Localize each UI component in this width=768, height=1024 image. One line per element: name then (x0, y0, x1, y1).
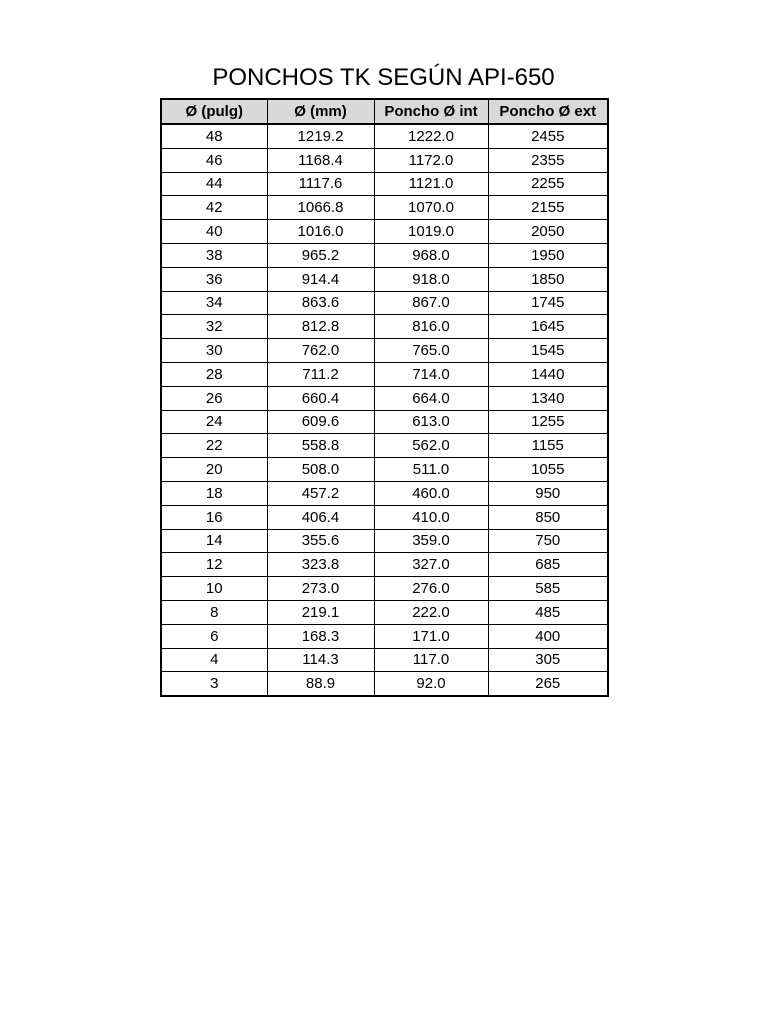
cell-diameter-mm: 323.8 (267, 553, 374, 577)
cell-diameter-mm: 711.2 (267, 362, 374, 386)
cell-diameter-in: 46 (161, 148, 267, 172)
cell-poncho-outer-diameter: 750 (488, 529, 608, 553)
table-row (161, 339, 608, 363)
page-title: PONCHOS TK SEGÚN API-650 (212, 64, 555, 91)
cell-diameter-mm: 914.4 (267, 267, 374, 291)
cell-diameter-in: 8 (161, 600, 267, 624)
cell-poncho-outer-diameter: 585 (488, 577, 608, 601)
cell-poncho-inner-diameter: 511.0 (374, 458, 488, 482)
cell-poncho-outer-diameter: 1340 (488, 386, 608, 410)
cell-diameter-in: 6 (161, 624, 267, 648)
cell-diameter-in: 38 (161, 243, 267, 267)
cell-poncho-inner-diameter: 410.0 (374, 505, 488, 529)
table-body (161, 124, 608, 696)
cell-poncho-outer-diameter: 2255 (488, 172, 608, 196)
cell-diameter-in: 4 (161, 648, 267, 672)
table-row (161, 648, 608, 672)
cell-diameter-in: 24 (161, 410, 267, 434)
cell-poncho-inner-diameter: 327.0 (374, 553, 488, 577)
table-row (161, 267, 608, 291)
cell-diameter-mm: 1117.6 (267, 172, 374, 196)
cell-diameter-in: 3 (161, 672, 267, 696)
cell-diameter-mm: 219.1 (267, 600, 374, 624)
cell-diameter-in: 10 (161, 577, 267, 601)
cell-poncho-outer-diameter: 1850 (488, 267, 608, 291)
table-row (161, 505, 608, 529)
cell-poncho-inner-diameter: 1019.0 (374, 220, 488, 244)
cell-poncho-outer-diameter: 1155 (488, 434, 608, 458)
cell-poncho-inner-diameter: 816.0 (374, 315, 488, 339)
table-row (161, 124, 608, 148)
cell-poncho-inner-diameter: 1121.0 (374, 172, 488, 196)
cell-poncho-outer-diameter: 850 (488, 505, 608, 529)
cell-diameter-in: 36 (161, 267, 267, 291)
table-row (161, 529, 608, 553)
cell-poncho-outer-diameter: 2050 (488, 220, 608, 244)
table-row (161, 624, 608, 648)
table-row (161, 291, 608, 315)
cell-diameter-mm: 508.0 (267, 458, 374, 482)
ponchos-table-container (160, 98, 609, 697)
cell-poncho-inner-diameter: 562.0 (374, 434, 488, 458)
header-poncho-inner-diameter: Poncho Ø int (374, 99, 488, 124)
ponchos-table (160, 98, 609, 697)
table-row (161, 672, 608, 696)
cell-poncho-inner-diameter: 276.0 (374, 577, 488, 601)
cell-poncho-inner-diameter: 1172.0 (374, 148, 488, 172)
header-diameter-in: Ø (pulg) (161, 99, 267, 124)
cell-poncho-inner-diameter: 968.0 (374, 243, 488, 267)
cell-diameter-in: 42 (161, 196, 267, 220)
table-row (161, 577, 608, 601)
cell-diameter-in: 22 (161, 434, 267, 458)
table-row (161, 600, 608, 624)
cell-poncho-outer-diameter: 2355 (488, 148, 608, 172)
cell-diameter-in: 30 (161, 339, 267, 363)
cell-diameter-in: 20 (161, 458, 267, 482)
table-row (161, 386, 608, 410)
cell-poncho-outer-diameter: 1645 (488, 315, 608, 339)
cell-diameter-mm: 114.3 (267, 648, 374, 672)
cell-diameter-mm: 88.9 (267, 672, 374, 696)
cell-poncho-outer-diameter: 400 (488, 624, 608, 648)
cell-poncho-inner-diameter: 714.0 (374, 362, 488, 386)
cell-diameter-mm: 609.6 (267, 410, 374, 434)
cell-diameter-mm: 762.0 (267, 339, 374, 363)
cell-poncho-inner-diameter: 613.0 (374, 410, 488, 434)
cell-poncho-outer-diameter: 950 (488, 481, 608, 505)
cell-diameter-in: 48 (161, 124, 267, 148)
cell-diameter-mm: 863.6 (267, 291, 374, 315)
cell-diameter-in: 18 (161, 481, 267, 505)
table-row (161, 148, 608, 172)
cell-poncho-outer-diameter: 2155 (488, 196, 608, 220)
cell-diameter-mm: 273.0 (267, 577, 374, 601)
cell-poncho-outer-diameter: 685 (488, 553, 608, 577)
cell-diameter-in: 14 (161, 529, 267, 553)
table-header-row (161, 99, 608, 124)
cell-diameter-in: 32 (161, 315, 267, 339)
cell-poncho-inner-diameter: 918.0 (374, 267, 488, 291)
cell-diameter-mm: 1016.0 (267, 220, 374, 244)
cell-diameter-mm: 965.2 (267, 243, 374, 267)
cell-poncho-outer-diameter: 485 (488, 600, 608, 624)
cell-poncho-inner-diameter: 359.0 (374, 529, 488, 553)
cell-poncho-outer-diameter: 1545 (488, 339, 608, 363)
cell-poncho-outer-diameter: 305 (488, 648, 608, 672)
table-row (161, 362, 608, 386)
table-row (161, 196, 608, 220)
cell-diameter-mm: 812.8 (267, 315, 374, 339)
table-row (161, 410, 608, 434)
cell-diameter-in: 12 (161, 553, 267, 577)
cell-poncho-inner-diameter: 117.0 (374, 648, 488, 672)
cell-poncho-outer-diameter: 1745 (488, 291, 608, 315)
cell-diameter-mm: 1066.8 (267, 196, 374, 220)
cell-diameter-mm: 660.4 (267, 386, 374, 410)
cell-diameter-mm: 355.6 (267, 529, 374, 553)
table-row (161, 220, 608, 244)
cell-poncho-inner-diameter: 171.0 (374, 624, 488, 648)
cell-diameter-mm: 1219.2 (267, 124, 374, 148)
table-row (161, 481, 608, 505)
header-diameter-mm: Ø (mm) (267, 99, 374, 124)
cell-poncho-outer-diameter: 265 (488, 672, 608, 696)
cell-poncho-inner-diameter: 664.0 (374, 386, 488, 410)
cell-poncho-inner-diameter: 765.0 (374, 339, 488, 363)
cell-diameter-in: 40 (161, 220, 267, 244)
table-row (161, 553, 608, 577)
cell-poncho-inner-diameter: 460.0 (374, 481, 488, 505)
cell-diameter-in: 16 (161, 505, 267, 529)
cell-diameter-mm: 168.3 (267, 624, 374, 648)
cell-poncho-outer-diameter: 1950 (488, 243, 608, 267)
cell-diameter-in: 28 (161, 362, 267, 386)
cell-diameter-mm: 457.2 (267, 481, 374, 505)
cell-poncho-inner-diameter: 1222.0 (374, 124, 488, 148)
cell-poncho-inner-diameter: 867.0 (374, 291, 488, 315)
table-row (161, 243, 608, 267)
cell-poncho-inner-diameter: 222.0 (374, 600, 488, 624)
cell-diameter-in: 26 (161, 386, 267, 410)
cell-diameter-in: 34 (161, 291, 267, 315)
cell-diameter-in: 44 (161, 172, 267, 196)
table-row (161, 315, 608, 339)
cell-diameter-mm: 1168.4 (267, 148, 374, 172)
table-row (161, 458, 608, 482)
cell-diameter-mm: 406.4 (267, 505, 374, 529)
cell-poncho-outer-diameter: 1055 (488, 458, 608, 482)
cell-poncho-inner-diameter: 1070.0 (374, 196, 488, 220)
cell-poncho-outer-diameter: 2455 (488, 124, 608, 148)
cell-diameter-mm: 558.8 (267, 434, 374, 458)
cell-poncho-outer-diameter: 1440 (488, 362, 608, 386)
cell-poncho-outer-diameter: 1255 (488, 410, 608, 434)
table-row (161, 172, 608, 196)
table-row (161, 434, 608, 458)
header-poncho-outer-diameter: Poncho Ø ext (488, 99, 608, 124)
cell-poncho-inner-diameter: 92.0 (374, 672, 488, 696)
